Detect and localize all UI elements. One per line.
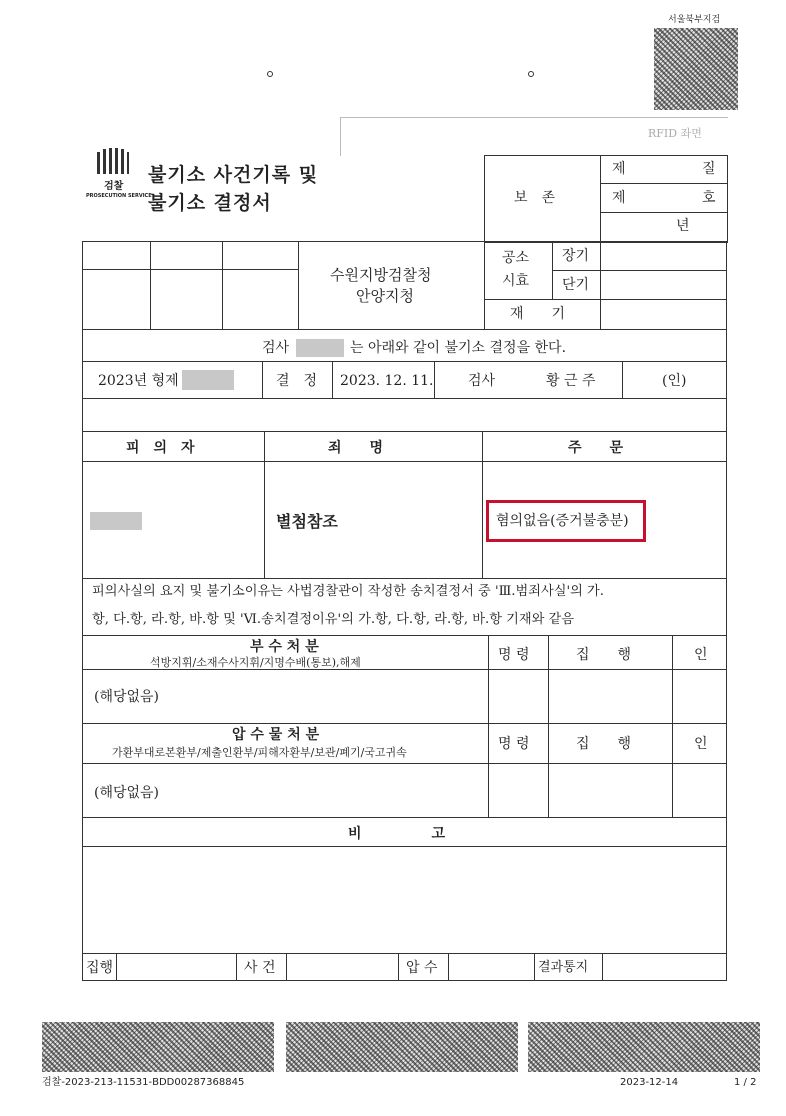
limitation-long: 장기: [562, 248, 590, 264]
page-number: 1 / 2: [734, 1077, 757, 1088]
seized-subtitle: 가환부대로본환부/제출인환부/피해자환부/보관/폐기/국고귀속: [112, 746, 407, 759]
print-date: 2023-12-14: [620, 1077, 679, 1088]
header-suspect: 피 의 자: [126, 440, 195, 456]
seized-order: 명 령: [498, 736, 530, 752]
charge-value: 별첨참조: [276, 512, 338, 531]
attached-order: 명 령: [498, 647, 530, 663]
decision-date: 2023. 12. 11.: [340, 373, 434, 389]
limitation-label-2: 시효: [502, 273, 530, 289]
preserve-no-left: 제: [612, 190, 626, 206]
barcode-3: [528, 1022, 760, 1072]
punch-hole-mark: [267, 71, 273, 77]
attached-value: (해당없음): [94, 689, 160, 705]
decision-intro-prefix: 검사: [262, 340, 290, 356]
header-main-order: 주 문: [568, 440, 624, 456]
punch-hole-mark: [528, 71, 534, 77]
logo-subtext: PROSECUTION SERVICE: [86, 193, 152, 199]
summary-line-2: 항, 다.항, 라.항, 바.항 및 'Ⅵ.송치결정이유'의 가.항, 다.항, 라.항, 바.항 기재와 같음: [92, 612, 575, 627]
preserve-label: 보 존: [514, 190, 556, 206]
prosecutor-name: 황 근 주: [546, 373, 596, 389]
document-title-line2: 불기소 결정서: [148, 192, 272, 214]
footer-seize: 압 수: [406, 960, 438, 976]
redacted-case-number: [182, 370, 234, 390]
limitation-short: 단기: [562, 277, 590, 293]
limitation-re: 재 기: [510, 306, 566, 322]
redacted-suspect-name: [90, 512, 142, 530]
document-title-line1: 불기소 사건기록 및: [148, 164, 319, 186]
footer-case: 사 건: [244, 960, 276, 976]
seized-exec: 집 행: [576, 736, 632, 752]
office-name: 수원지방검찰청: [330, 266, 432, 284]
attached-subtitle: 석방지휘/소재수사지휘/지명수배(통보),해제: [150, 656, 361, 669]
attached-title: 부 수 처 분: [250, 639, 319, 655]
header-charge: 죄 명: [328, 440, 384, 456]
rfid-label: RFID 좌면: [648, 127, 702, 140]
attached-exec: 집 행: [576, 647, 632, 663]
main-order-value: 혐의없음(증거불충분): [496, 513, 629, 529]
barcode-1: [42, 1022, 274, 1072]
preserve-no-right: 호: [702, 190, 716, 206]
document-code: 검찰-2023-213-11531-BDD00287368845: [42, 1077, 245, 1088]
barcode-2: [286, 1022, 518, 1072]
seized-value: (해당없음): [94, 785, 160, 801]
prosecutor-seal: (인): [662, 373, 687, 389]
office-branch: 안양지청: [356, 287, 414, 305]
footer-notice: 결과통지: [538, 960, 589, 975]
preserve-vol-right: 질: [702, 161, 716, 177]
decision-intro-text: 는 아래와 같이 불기소 결정을 한다.: [350, 340, 567, 356]
redacted-prosecutor: [296, 339, 344, 357]
remarks-label: 비 고: [348, 826, 446, 842]
prosecution-logo: [96, 148, 130, 176]
preserve-year: 년: [676, 218, 690, 234]
attached-person: 인: [694, 647, 708, 663]
prosecutor-label: 검사: [468, 373, 496, 389]
corner-label: 서울북부지검: [668, 15, 721, 25]
seized-title: 압 수 물 처 분: [232, 727, 320, 743]
footer-exec: 집행: [86, 960, 114, 976]
decision-label: 결 정: [276, 373, 318, 389]
qr-code-top: [654, 28, 738, 110]
case-number-label: 2023년 형제: [98, 373, 179, 389]
preserve-vol-left: 제: [612, 161, 626, 177]
seized-person: 인: [694, 736, 708, 752]
logo-icon: [96, 148, 130, 176]
summary-line-1: 피의사실의 요지 및 불기소이유는 사법경찰관이 작성한 송치결정서 중 'Ⅲ.범죄사실'의 가.: [92, 584, 604, 599]
limitation-label-1: 공소: [502, 250, 530, 266]
logo-text: 검찰: [104, 181, 124, 192]
